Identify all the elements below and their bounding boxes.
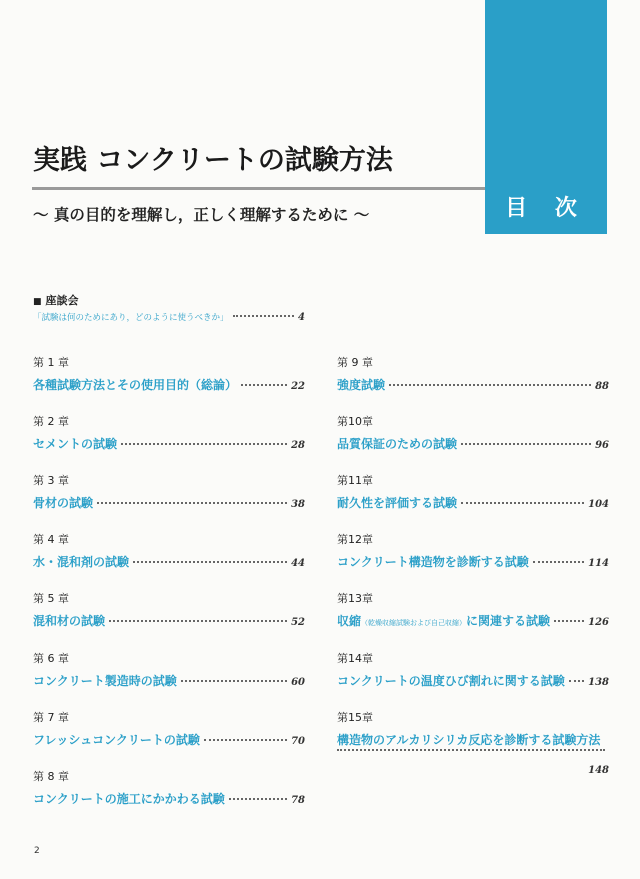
toc-entry-ch12[interactable] (337, 531, 609, 570)
chapter-title: フレッシュコンクリートの試験 (33, 733, 200, 747)
toc-entry-ch4[interactable] (33, 531, 305, 570)
chapter-title: 品質保証のための試験 (337, 437, 458, 451)
chapter-number: 第 3 章 (33, 474, 69, 487)
chapter-row (337, 435, 609, 452)
chapter-number: 第14章 (337, 652, 373, 665)
chapter-page: 22 (291, 381, 305, 392)
page-title: 実践 コンクリートの試験方法 (33, 145, 393, 176)
chapter-title: コンクリートの温度ひび割れに関する試験 (337, 674, 565, 688)
dot-leader (133, 561, 287, 563)
chapter-title: セメントの試験 (33, 437, 118, 451)
chapter-number: 第 7 章 (33, 711, 69, 724)
chapter-row (33, 435, 305, 452)
chapter-page: 126 (588, 617, 609, 628)
dot-leader (233, 315, 295, 317)
chapter-row (337, 494, 609, 511)
dot-leader (229, 798, 287, 800)
chapter-row (33, 494, 305, 511)
chapter-row (33, 731, 305, 748)
chapter-number: 第 9 章 (337, 356, 373, 369)
chapter-page: 38 (291, 499, 305, 510)
toc-entry-ch14[interactable] (337, 650, 609, 689)
chapter-page: 52 (291, 617, 305, 628)
zadankai-page: 4 (298, 312, 305, 323)
square-bullet-icon: ■ (33, 297, 42, 307)
chapter-page: 60 (291, 677, 305, 688)
dot-leader (461, 502, 584, 504)
zadankai-entry[interactable] (33, 292, 305, 323)
chapter-number: 第 8 章 (33, 770, 69, 783)
chapter-page: 148 (588, 765, 609, 776)
chapter-number: 第 2 章 (33, 415, 69, 428)
toc-entry-ch15[interactable] (337, 709, 609, 777)
toc-entry-ch13[interactable] (337, 590, 609, 629)
title-rule (32, 187, 485, 190)
chapter-title: 各種試験方法とその使用目的（総論） (33, 378, 238, 392)
toc-entry-ch6[interactable] (33, 650, 305, 689)
chapter-title: 骨材の試験 (33, 496, 94, 510)
chapter-number: 第 1 章 (33, 356, 69, 369)
chapter-title: コンクリートの施工にかかわる試験 (33, 792, 225, 806)
chapter-row (33, 553, 305, 570)
dot-leader (121, 443, 287, 445)
toc-entry-ch1[interactable] (33, 354, 305, 393)
dot-leader (389, 384, 591, 386)
chapter-number: 第13章 (337, 592, 373, 605)
dot-leader (204, 739, 287, 741)
toc-entry-ch5[interactable] (33, 590, 305, 629)
chapter-page: 78 (291, 795, 305, 806)
chapter-number: 第11章 (337, 474, 373, 487)
zadankai-title: 「試験は何のためにあり，どのように使うべきか」 (33, 313, 229, 323)
chapter-row (337, 376, 609, 393)
chapter-row (337, 672, 609, 689)
chapter-row (337, 553, 609, 570)
toc-tab (485, 0, 607, 234)
chapter-page-row (337, 758, 609, 777)
chapter-row (337, 731, 609, 748)
chapter-page: 104 (588, 499, 609, 510)
chapter-title: 収縮（乾燥収縮試験および自己収縮）に関連する試験 (337, 614, 551, 628)
dot-leader (109, 620, 287, 622)
chapter-page: 70 (291, 736, 305, 747)
toc-tab-label: 目 次 (505, 196, 587, 221)
dot-leader (569, 680, 584, 682)
chapter-row (33, 376, 305, 393)
zadankai-heading: ■ 座談会 (33, 294, 79, 307)
toc-entry-ch11[interactable] (337, 472, 609, 511)
chapter-title: 耐久性を評価する試験 (337, 496, 458, 510)
chapter-number: 第12章 (337, 533, 373, 546)
dot-leader (241, 384, 287, 386)
chapter-row (337, 752, 609, 754)
toc-entry-ch7[interactable] (33, 709, 305, 748)
chapter-page: 88 (595, 381, 609, 392)
chapter-number: 第 5 章 (33, 592, 69, 605)
chapter-page: 96 (595, 440, 609, 451)
chapter-title: コンクリート構造物を診断する試験 (337, 555, 529, 569)
chapter-page: 44 (291, 558, 305, 569)
toc-entry-ch9[interactable] (337, 354, 609, 393)
chapter-row (33, 672, 305, 689)
toc-entry-ch3[interactable] (33, 472, 305, 511)
toc-entry-ch8[interactable] (33, 768, 305, 807)
chapter-title: 強度試験 (337, 378, 386, 392)
chapter-number: 第10章 (337, 415, 373, 428)
dot-leader (461, 443, 591, 445)
dot-leader (554, 620, 584, 622)
chapter-row (33, 790, 305, 807)
chapter-row (337, 612, 609, 629)
chapter-title: 混和材の試験 (33, 614, 106, 628)
chapter-page: 28 (291, 440, 305, 451)
dot-leader (181, 680, 287, 682)
chapter-number: 第 6 章 (33, 652, 69, 665)
chapter-title: 水・混和剤の試験 (33, 555, 130, 569)
chapter-title: コンクリート製造時の試験 (33, 674, 177, 688)
toc-entry-ch10[interactable] (337, 413, 609, 452)
zadankai-row (33, 311, 305, 323)
chapter-number: 第15章 (337, 711, 373, 724)
dot-leader (97, 502, 287, 504)
chapter-title: 構造物のアルカリシリカ反応を診断する試験方法 (337, 733, 601, 747)
dot-leader (533, 561, 584, 563)
chapter-page: 138 (588, 677, 609, 688)
toc-entry-ch2[interactable] (33, 413, 305, 452)
dot-leader (337, 749, 605, 751)
chapter-page: 114 (588, 558, 609, 569)
chapter-row (33, 612, 305, 629)
page-subtitle: 〜 真の目的を理解し，正しく理解するために 〜 (33, 206, 370, 224)
footer-page-number: 2 (34, 846, 40, 856)
chapter-number: 第 4 章 (33, 533, 69, 546)
